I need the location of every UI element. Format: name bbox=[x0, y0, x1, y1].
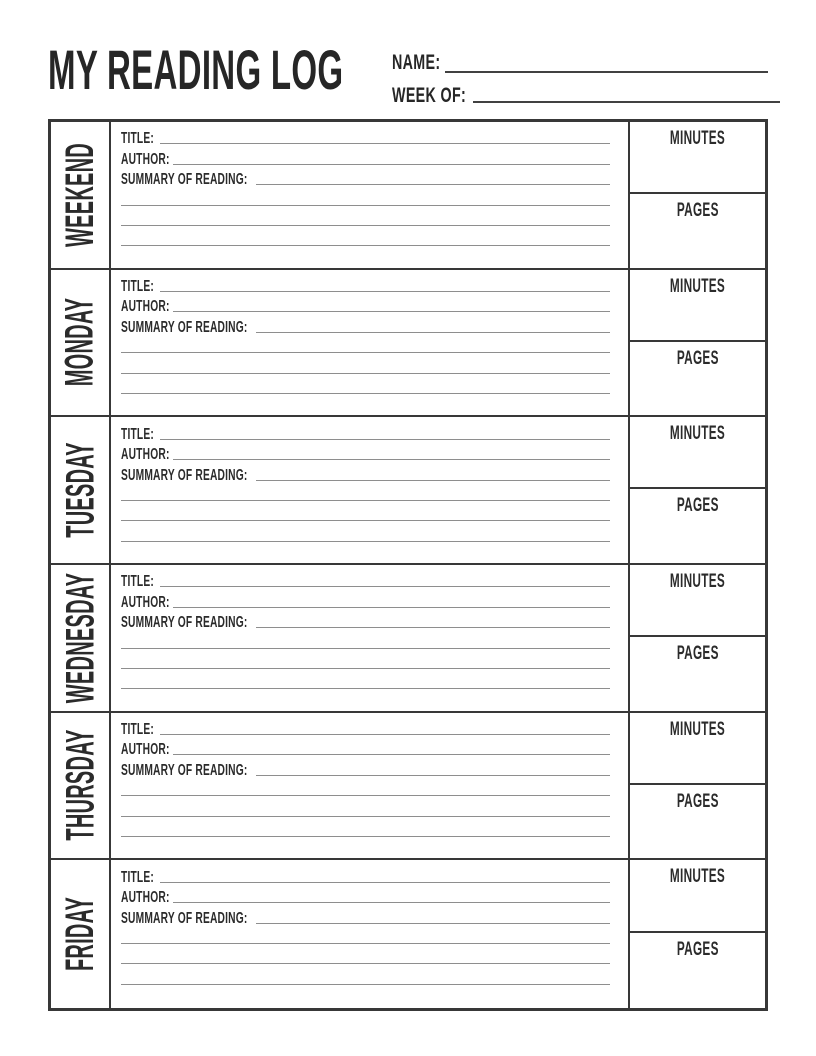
minutes-box[interactable] bbox=[630, 565, 765, 637]
minutes-header bbox=[630, 860, 765, 886]
extra-writing-line[interactable] bbox=[121, 245, 610, 246]
minutes-label: MINUTES bbox=[669, 128, 726, 149]
minutes-header bbox=[630, 417, 765, 443]
name-label: NAME: bbox=[392, 51, 441, 74]
entry-fields bbox=[111, 565, 628, 711]
author-label: AUTHOR: bbox=[121, 889, 170, 907]
extra-line-row bbox=[121, 501, 610, 521]
day-row bbox=[51, 565, 765, 713]
pages-label: PAGES bbox=[676, 495, 719, 517]
score-cell bbox=[628, 270, 765, 416]
day-row bbox=[51, 417, 765, 565]
pages-header bbox=[630, 489, 765, 515]
extra-line-row bbox=[121, 206, 610, 226]
author-field-row bbox=[121, 587, 610, 611]
title-label: TITLE: bbox=[121, 573, 155, 591]
pages-header bbox=[630, 637, 765, 663]
score-cell bbox=[628, 122, 765, 268]
extra-line-row bbox=[121, 185, 610, 205]
pages-header bbox=[630, 933, 765, 959]
day-cell bbox=[51, 860, 111, 1008]
day-label: WEEKEND bbox=[58, 142, 103, 247]
extra-line-row bbox=[121, 649, 610, 669]
pages-label: PAGES bbox=[676, 939, 719, 961]
extra-line-row bbox=[121, 964, 610, 984]
pages-label: PAGES bbox=[676, 347, 719, 369]
title-field-row bbox=[121, 419, 610, 443]
title-field-row bbox=[121, 862, 610, 886]
minutes-box[interactable] bbox=[630, 122, 765, 194]
extra-line-row bbox=[121, 353, 610, 373]
minutes-header bbox=[630, 122, 765, 148]
extra-writing-line[interactable] bbox=[121, 836, 610, 837]
day-cell bbox=[51, 270, 111, 416]
summary-field-row bbox=[121, 165, 610, 189]
day-row bbox=[51, 270, 765, 418]
day-label: MONDAY bbox=[58, 298, 103, 387]
summary-field-row bbox=[121, 608, 610, 632]
author-field-row bbox=[121, 735, 610, 759]
minutes-header bbox=[630, 270, 765, 296]
pages-box[interactable] bbox=[630, 785, 765, 859]
score-cell bbox=[628, 565, 765, 711]
day-row bbox=[51, 122, 765, 270]
day-label: WEDNESDAY bbox=[58, 572, 103, 704]
extra-line-row bbox=[121, 669, 610, 689]
entry-fields bbox=[111, 417, 628, 563]
summary-label: SUMMARY OF READING: bbox=[121, 466, 248, 484]
author-label: AUTHOR: bbox=[121, 741, 170, 759]
extra-line-row bbox=[121, 796, 610, 816]
title-label: TITLE: bbox=[121, 278, 155, 296]
page-title: MY READING LOG bbox=[48, 38, 344, 101]
week-of-input-line[interactable] bbox=[473, 101, 780, 103]
pages-box[interactable] bbox=[630, 194, 765, 268]
pages-label: PAGES bbox=[676, 642, 719, 664]
extra-writing-line[interactable] bbox=[121, 984, 610, 985]
summary-field-row bbox=[121, 460, 610, 484]
minutes-label: MINUTES bbox=[669, 423, 726, 445]
title-field-row bbox=[121, 567, 610, 591]
extra-line-row bbox=[121, 374, 610, 394]
author-label: AUTHOR: bbox=[121, 298, 170, 316]
day-row bbox=[51, 860, 765, 1008]
pages-box[interactable] bbox=[630, 933, 765, 1008]
summary-field-row bbox=[121, 903, 610, 927]
reading-log-table bbox=[48, 119, 768, 1011]
title-field-row bbox=[121, 124, 610, 148]
day-label: TUESDAY bbox=[58, 442, 102, 538]
extra-line-row bbox=[121, 333, 610, 353]
title-field-row bbox=[121, 715, 610, 739]
minutes-box[interactable] bbox=[630, 417, 765, 489]
minutes-label: MINUTES bbox=[669, 571, 726, 592]
extra-writing-line[interactable] bbox=[121, 541, 610, 542]
entry-fields bbox=[111, 860, 628, 1008]
extra-line-row bbox=[121, 776, 610, 796]
entry-fields bbox=[111, 122, 628, 268]
pages-box[interactable] bbox=[630, 342, 765, 416]
minutes-label: MINUTES bbox=[669, 866, 726, 888]
name-input-line[interactable] bbox=[445, 71, 768, 73]
author-label: AUTHOR: bbox=[121, 446, 170, 464]
day-cell bbox=[51, 417, 111, 563]
minutes-header bbox=[630, 565, 765, 591]
extra-line-row bbox=[121, 226, 610, 246]
extra-line-row bbox=[121, 817, 610, 837]
summary-field-row bbox=[121, 755, 610, 779]
title-label: TITLE: bbox=[121, 425, 155, 443]
pages-header bbox=[630, 194, 765, 220]
author-field-row bbox=[121, 883, 610, 907]
day-label: FRIDAY bbox=[58, 897, 102, 972]
summary-field-row bbox=[121, 312, 610, 336]
pages-header bbox=[630, 342, 765, 368]
day-label: THURSDAY bbox=[58, 729, 102, 842]
day-cell bbox=[51, 713, 111, 859]
title-label: TITLE: bbox=[121, 721, 155, 739]
pages-box[interactable] bbox=[630, 637, 765, 711]
author-field-row bbox=[121, 440, 610, 464]
score-cell bbox=[628, 713, 765, 859]
title-label: TITLE: bbox=[121, 130, 155, 148]
extra-line-row bbox=[121, 628, 610, 648]
entry-fields bbox=[111, 713, 628, 859]
summary-label: SUMMARY OF READING: bbox=[121, 171, 248, 189]
minutes-label: MINUTES bbox=[669, 275, 726, 297]
extra-writing-line[interactable] bbox=[121, 393, 610, 394]
minutes-label: MINUTES bbox=[669, 718, 726, 740]
week-of-label: WEEK OF: bbox=[392, 84, 467, 107]
minutes-box[interactable] bbox=[630, 860, 765, 933]
minutes-header bbox=[630, 713, 765, 739]
extra-line-row bbox=[121, 924, 610, 944]
score-cell bbox=[628, 860, 765, 1008]
pages-box[interactable] bbox=[630, 489, 765, 563]
summary-label: SUMMARY OF READING: bbox=[121, 909, 248, 927]
summary-label: SUMMARY OF READING: bbox=[121, 614, 248, 632]
summary-label: SUMMARY OF READING: bbox=[121, 318, 248, 336]
pages-header bbox=[630, 785, 765, 811]
pages-label: PAGES bbox=[676, 199, 719, 221]
author-label: AUTHOR: bbox=[121, 150, 170, 168]
author-field-row bbox=[121, 144, 610, 168]
extra-line-row bbox=[121, 521, 610, 541]
title-field-row bbox=[121, 272, 610, 296]
minutes-box[interactable] bbox=[630, 713, 765, 785]
day-cell bbox=[51, 565, 111, 711]
summary-label: SUMMARY OF READING: bbox=[121, 761, 248, 779]
extra-writing-line[interactable] bbox=[121, 688, 610, 689]
score-cell bbox=[628, 417, 765, 563]
author-field-row bbox=[121, 292, 610, 316]
title-label: TITLE: bbox=[121, 868, 155, 886]
extra-line-row bbox=[121, 944, 610, 964]
day-row bbox=[51, 713, 765, 861]
extra-line-row bbox=[121, 481, 610, 501]
entry-fields bbox=[111, 270, 628, 416]
minutes-box[interactable] bbox=[630, 270, 765, 342]
pages-label: PAGES bbox=[676, 790, 719, 812]
day-cell bbox=[51, 122, 111, 268]
author-label: AUTHOR: bbox=[121, 593, 170, 611]
